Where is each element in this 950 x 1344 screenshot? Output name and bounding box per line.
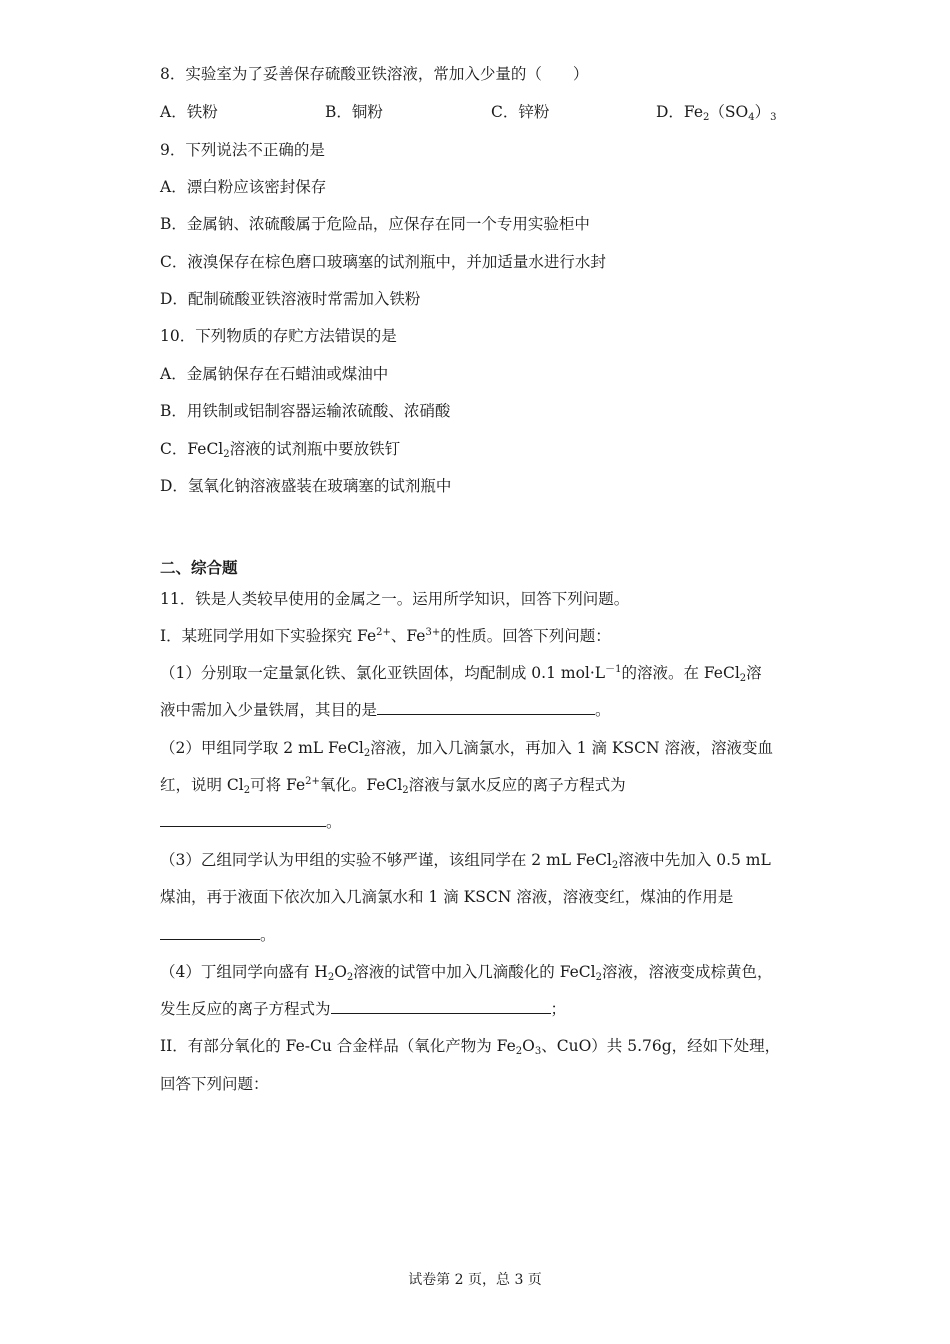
q9-option-d: D．配制硫酸亚铁溶液时常需加入铁粉 xyxy=(160,290,421,308)
q10-option-c: C．FeCl$_2$溶液的试剂瓶中要放铁钉 xyxy=(160,440,401,460)
q11-sub2-line3: 。 xyxy=(160,812,342,832)
q11-sub2-line1: （2）甲组同学取 2 mL FeCl$_2$溶液，加入几滴氯水，再加入 1 滴 KSCN 溶液，溶液变血 xyxy=(160,739,773,759)
q11-part-ii-line1: II．有部分氧化的 Fe-Cu 合金样品（氧化产物为 $Fe_2O_3$、CuO）共 5.76g，经如下处理， xyxy=(160,1037,781,1057)
q11-stem: 11．铁是人类较早使用的金属之一。运用所学知识，回答下列问题。 xyxy=(160,590,630,608)
answer-blank-3[interactable] xyxy=(160,925,260,940)
q8-option-d: D．$Fe_2(SO_4)_3$ xyxy=(656,103,777,123)
q10-option-a: A．金属钠保存在石蜡油或煤油中 xyxy=(160,365,389,383)
q9-option-c: C．液溴保存在棕色磨口玻璃塞的试剂瓶中，并加适量水进行水封 xyxy=(160,253,606,271)
q11-sub4-line1: （4）丁组同学向盛有 $H_2O_2$溶液的试管中加入几滴酸化的 FeCl$_2$溶液，溶液变成棕黄色， xyxy=(160,963,773,983)
q8-option-c: C．锌粉 xyxy=(491,103,550,121)
q11-sub3-line1: （3）乙组同学认为甲组的实验不够严谨，该组同学在 2 mL FeCl$_2$溶液中先加入 0.5 mL xyxy=(160,851,771,871)
answer-blank-4[interactable] xyxy=(331,999,551,1014)
q11-sub3-line2: 煤油，再于液面下依次加入几滴氯水和 1 滴 KSCN 溶液，溶液变红，煤油的作用是 xyxy=(160,888,734,906)
q8-option-a: A．铁粉 xyxy=(160,103,218,121)
q11-sub2-line2: 红，说明 $Cl_2$可将 $Fe^{2+}$氧化。FeCl$_2$溶液与氯水反应的离子方程式为 xyxy=(160,776,626,796)
q10-option-b: B．用铁制或铝制容器运输浓硫酸、浓硝酸 xyxy=(160,402,451,420)
section-title: 二、综合题 xyxy=(160,558,238,577)
q11-part-ii-line2: 回答下列问题： xyxy=(160,1075,269,1093)
q11-part-i: I．某班同学用如下实验探究 $Fe^{2+}$、$Fe^{3+}$的性质。回答下列问题： xyxy=(160,627,611,645)
q9-option-a: A．漂白粉应该密封保存 xyxy=(160,178,327,196)
q8-stem: 8．实验室为了妥善保存硫酸亚铁溶液，常加入少量的（ ） xyxy=(160,65,589,83)
q9-stem: 9．下列说法不正确的是 xyxy=(160,141,325,159)
q11-sub4-line2: 发生反应的离子方程式为 ； xyxy=(160,1000,567,1018)
q10-option-d: D．氢氧化钠溶液盛装在玻璃塞的试剂瓶中 xyxy=(160,477,452,495)
answer-blank-2[interactable] xyxy=(160,812,326,827)
answer-blank-1[interactable] xyxy=(377,700,595,715)
q11-sub1-line2: 液中需加入少量铁屑，其目的是 。 xyxy=(160,701,611,719)
q9-option-b: B．金属钠、浓硫酸属于危险品，应保存在同一个专用实验柜中 xyxy=(160,215,590,233)
q8-option-b: B．铜粉 xyxy=(325,103,383,121)
page-footer: 试卷第 2 页，总 3 页 xyxy=(408,1272,542,1288)
q11-sub1-line1: （1）分别取一定量氯化铁、氯化亚铁固体，均配制成 0.1 $mol\cdot L^{-1}$的溶液。在 FeCl$_2$溶 xyxy=(160,664,762,684)
q11-sub3-line3: 。 xyxy=(160,925,276,945)
q10-stem: 10．下列物质的存贮方法错误的是 xyxy=(160,327,397,345)
